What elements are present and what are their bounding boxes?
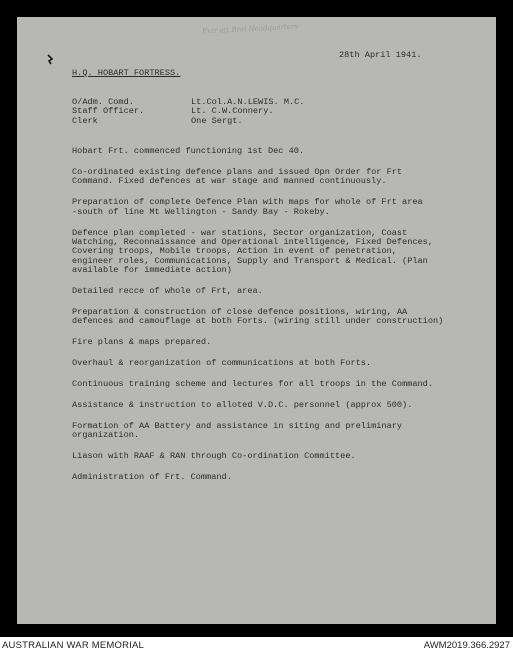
staff-list [72, 98, 392, 126]
activity-item: Administration of Frt. Command. [72, 472, 232, 483]
document-date: 28th April 1941. [339, 50, 422, 60]
activity-item: Liason with RAAF & RAN through Co-ordination Committee. [72, 451, 356, 462]
staff-name: Lt. C.W.Connery. [191, 106, 274, 117]
staff-name: Lt.Col.A.N.LEWIS. M.C. [191, 97, 305, 107]
staff-role: O/Adm. Comd. [72, 97, 134, 107]
activity-item: Overhaul & reorganization of communications at both Forts. [72, 358, 372, 369]
activity-item: Preparation of complete Defence Plan with maps for whole of Frt area -south of line Mt Wellington - Sandy Bay - Rokeby. [72, 197, 423, 217]
activity-item: Formation of AA Battery and assistance in siting and preliminary organization. [72, 420, 403, 441]
institution-name: AUSTRALIAN WAR MEMORIAL [2, 640, 145, 651]
staple-mark-icon [47, 54, 53, 65]
activity-item: Detailed recce of whole of Frt, area. [72, 286, 263, 297]
activity-item: Continuous training scheme and lectures for all troops in the Command. [72, 379, 433, 390]
staff-name: One Sergt. [191, 115, 243, 126]
staff-role: Staff Officer. [72, 106, 145, 117]
accession-number: AWM2019.366.2927 [423, 640, 510, 651]
archive-footer [0, 637, 513, 653]
document-heading: H.Q. HOBART FORTRESS. [72, 68, 181, 78]
activity-item: Hobart Frt. commenced functioning 1st Dec 40. [72, 146, 305, 156]
activity-item: Defence plan completed - war stations, Sector organization, Coast Watching, Reconnaissance and Operational intelligence, Fixed Defences, Covering troops, Mobile troops, Action in event of penetration, engineer roles, Communications, Supply and Transport & Medical. (Plan available for immediate action) [72, 227, 433, 276]
activity-item: Fire plans & maps prepared. [72, 337, 212, 348]
activity-list [72, 147, 496, 494]
activity-item: Co-ordinated existing defence plans and issued Opn Order for Frt Command. Fixed defences at war stage and manned continuously. [72, 166, 403, 187]
document-page [17, 17, 496, 624]
activity-item: Preparation & construction of close defence positions, wiring, AA defences and camouflage at both Forts. (wiring still under construction) [72, 306, 444, 327]
activity-item: Assistance & instruction to alloted V.D.C. personnel (approx 500). [72, 400, 413, 410]
staff-role: Clerk [72, 115, 98, 126]
staff-row [72, 117, 392, 126]
pencil-annotation: Extr att Brel Headquarters [201, 22, 299, 36]
